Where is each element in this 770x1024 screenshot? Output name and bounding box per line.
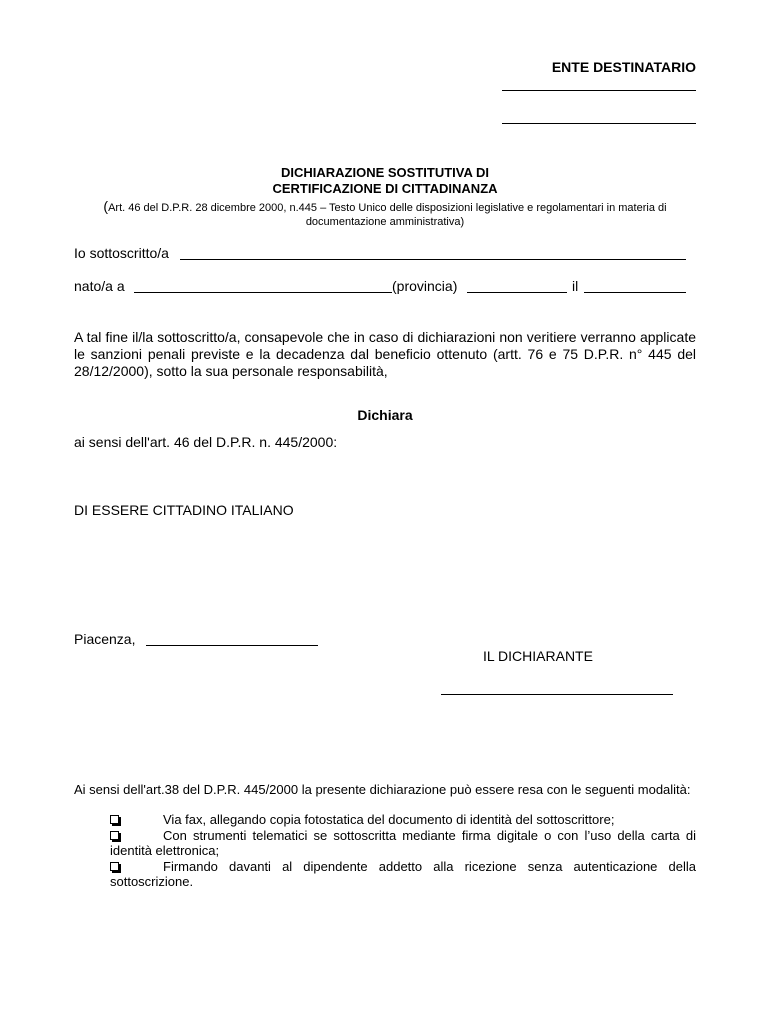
- province-label: (provincia): [392, 278, 458, 294]
- checkbox-icon[interactable]: [110, 831, 119, 840]
- birthdate-label: il: [572, 278, 579, 294]
- legal-reference-text: Art. 46 del D.P.R. 28 dicembre 2000, n.445 – Testo Unico delle disposizioni legislative e regolamentari in materia di documentazione amministrativa): [108, 202, 667, 228]
- legal-reference: [80, 199, 690, 229]
- document-title-line-2: CERTIFICAZIONE DI CITTADINANZA: [272, 181, 498, 196]
- declares-heading: Dichiara: [357, 407, 413, 423]
- method-option-text: Con strumenti telematici se sottoscritta mediante firma digitale o con l’uso della carta di identità elettronica;: [110, 828, 696, 858]
- declarant-label: IL DICHIARANTE: [483, 648, 593, 664]
- method-option-telematic: [110, 828, 696, 858]
- recipient-line-2: [502, 123, 696, 124]
- recipient-line-1: [502, 90, 696, 91]
- place-label: Piacenza,: [74, 631, 136, 647]
- responsibility-paragraph: A tal fine il/la sottoscritto/a, consapevole che in caso di dichiarazioni non veritiere verranno applicate le sanzioni penali previste e la decadenza dal beneficio ottenuto (artt. 76 e 75 D.P.R. n° 445 del 28/12/2000), sotto la sua personale responsabilità,: [74, 329, 696, 379]
- recipient-label: ENTE DESTINATARIO: [551, 59, 696, 75]
- birthplace-label: nato/a a: [74, 278, 125, 294]
- province-field[interactable]: [467, 292, 567, 293]
- method-option-text: Via fax, allegando copia fotostatica del documento di identità del sottoscrittore;: [163, 812, 615, 827]
- legal-reference-paren: (: [103, 198, 109, 214]
- signature-field[interactable]: [441, 694, 673, 695]
- submission-methods-intro: Ai sensi dell'art.38 del D.P.R. 445/2000 la presente dichiarazione può essere resa con le seguenti modalità:: [74, 782, 691, 797]
- birthdate-field[interactable]: [584, 292, 686, 293]
- undersigned-name-field[interactable]: [180, 259, 686, 260]
- document-title-line-1: DICHIARAZIONE SOSTITUTIVA DI: [281, 165, 489, 180]
- declares-basis: ai sensi dell'art. 46 del D.P.R. n. 445/2000:: [74, 434, 338, 450]
- method-option-text: Firmando davanti al dipendente addetto alla ricezione senza autenticazione della sottoscrizione.: [110, 859, 696, 889]
- birthplace-field[interactable]: [134, 292, 392, 293]
- citizenship-statement: DI ESSERE CITTADINO ITALIANO: [74, 502, 294, 518]
- checkbox-icon[interactable]: [110, 862, 119, 871]
- date-field[interactable]: [146, 645, 318, 646]
- method-option-in-person: [110, 859, 696, 889]
- method-option-fax: [110, 812, 696, 827]
- checkbox-icon[interactable]: [110, 815, 119, 824]
- undersigned-label: Io sottoscritto/a: [74, 245, 169, 261]
